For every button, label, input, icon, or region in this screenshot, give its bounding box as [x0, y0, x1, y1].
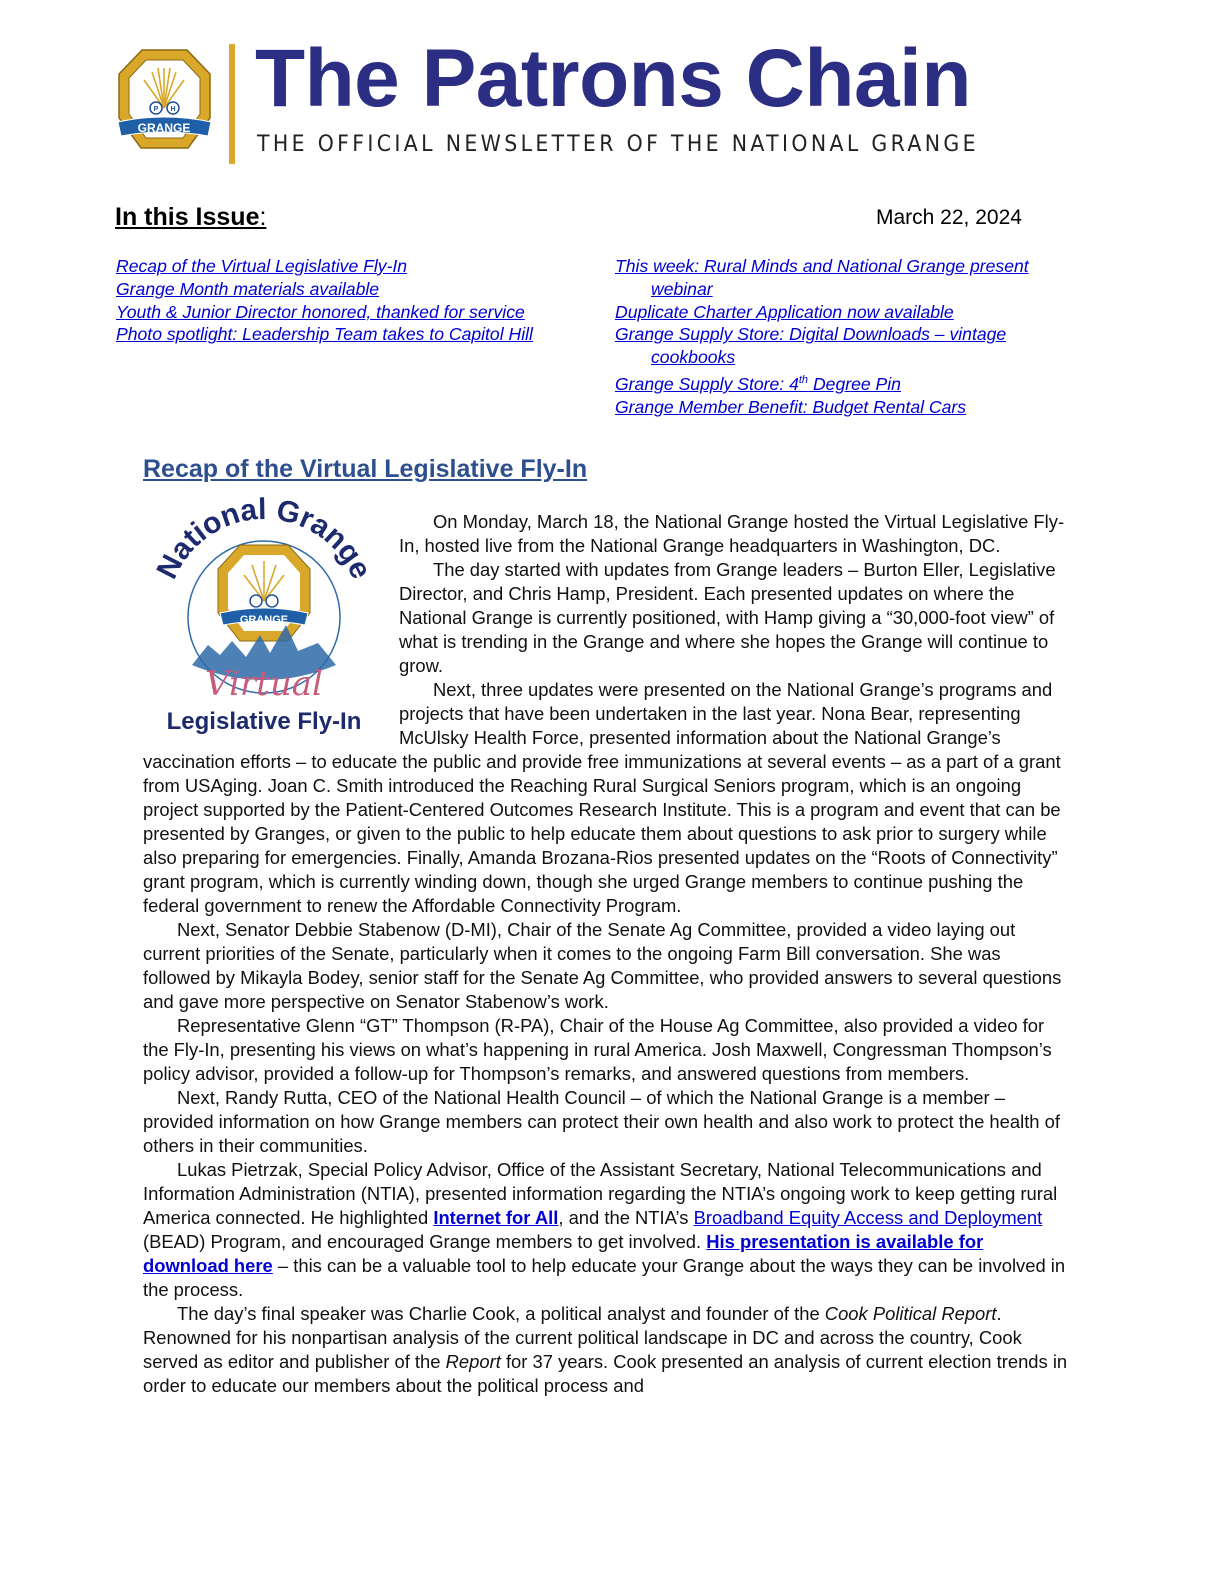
- newsletter-subtitle: THE OFFICIAL NEWSLETTER OF THE NATIONAL GRANGE: [257, 132, 979, 157]
- table-of-contents-left: [116, 255, 576, 346]
- article-paragraph: Lukas Pietrzak, Special Policy Advisor, Office of the Assistant Secretary, National Telecommunications and Information Administration (NTIA), presented information regarding the NTIA’s ongoing work to keep getting rural America connected. He highlighted Internet for All, and the NTIA’s Broadband Equity Access and Deployment (BEAD) Program, and encouraged Grange members to get involved. His presentation is available for download here – this can be a valuable tool to help educate your Grange about the ways they can be involved in the process.: [143, 1159, 1066, 1300]
- toc-link[interactable]: Duplicate Charter Application now available: [615, 301, 954, 322]
- toc-link[interactable]: Grange Supply Store: Digital Downloads – vintage cookbooks: [615, 324, 1007, 368]
- svg-text:H: H: [170, 106, 176, 113]
- article-paragraph: Next, Randy Rutta, CEO of the National Health Council – of which the National Grange is a member – provided information on how Grange members can protect their own health and also work to protect the health of others in their communities.: [143, 1087, 1060, 1156]
- svg-text:National Grange: National Grange: [150, 495, 378, 585]
- table-of-contents-right: [615, 255, 1075, 418]
- in-this-issue-heading: In this Issue:: [115, 203, 267, 231]
- toc-link[interactable]: Photo spotlight: Leadership Team takes to Capitol Hill: [116, 324, 533, 345]
- svg-text:GRANGE: GRANGE: [137, 121, 191, 135]
- article-paragraph: Representative Glenn “GT” Thompson (R-PA), Chair of the House Ag Committee, also provided a video for the Fly-In, presenting his views on what’s happening in rural America. Josh Maxwell, Congressman Thompson’s policy advisor, provided a follow-up for Thompson’s remarks, and answered questions from members.: [143, 1015, 1052, 1084]
- bead-program-link[interactable]: Broadband Equity Access and Deployment: [693, 1207, 1043, 1228]
- article-paragraph: On Monday, March 18, the National Grange hosted the Virtual Legislative Fly-In, hosted live from the National Grange headquarters in Washington, DC.: [399, 511, 1065, 556]
- toc-link[interactable]: Youth & Junior Director honored, thanked for service: [116, 301, 525, 322]
- masthead-divider: [229, 44, 235, 164]
- svg-text:GRANGE: GRANGE: [239, 614, 289, 626]
- article-paragraph: The day’s final speaker was Charlie Cook, a political analyst and founder of the Cook Political Report. Renowned for his nonpartisan analysis of the current political landscape in DC and across the country, Cook served as editor and publisher of the Report for 37 years. Cook presented an analysis of current election trends in order to educate our members about the political process and: [143, 1303, 1068, 1396]
- presentation-download-link[interactable]: His presentation is available for download here: [143, 1231, 984, 1276]
- internet-for-all-link[interactable]: Internet for All: [433, 1207, 559, 1228]
- article-paragraph: The day started with updates from Grange leaders – Burton Eller, Legislative Director, and Chris Hamp, President. Each presented updates on where the National Grange is currently positioned, with Hamp giving a “30,000-foot view” of what is trending in the Grange and where she hopes the Grange will continue to grow.: [399, 559, 1056, 676]
- article-title: Recap of the Virtual Legislative Fly-In: [143, 455, 588, 483]
- newsletter-title: The Patrons Chain: [255, 33, 971, 124]
- masthead: [112, 33, 1042, 167]
- svg-text:Virtual: Virtual: [205, 664, 323, 704]
- grange-emblem-icon: [112, 46, 217, 156]
- toc-link[interactable]: Grange Supply Store: 4th Degree Pin: [615, 373, 901, 394]
- svg-text:Legislative Fly-In: Legislative Fly-In: [166, 708, 362, 735]
- issue-date: March 22, 2024: [876, 206, 1022, 229]
- article-paragraph: Next, three updates were presented on the National Grange’s programs and projects that have been undertaken in the last year. Nona Bear, representing McUlsky Health Force, presented information about the National Grange’s vaccination efforts – to educate the public and provide free immunizations at several events – as a part of a grant from USAging. Joan C. Smith introduced the Reaching Rural Surgical Seniors program, which is an ongoing project supported by the Patient-Centered Outcomes Research Institute. This is a program and event that can be presented by Granges, or given to the public to help educate them about questions to ask prior to surgery while also preparing for emergencies. Finally, Amanda Brozana-Rios presented updates on the “Roots of Connectivity” grant program, which is currently winding down, though she urged Grange members to continue pushing the federal government to renew the Affordable Connectivity Program.: [143, 679, 1061, 916]
- toc-link[interactable]: Grange Member Benefit: Budget Rental Cars: [615, 396, 967, 417]
- article-body: [143, 510, 1068, 1398]
- article-paragraph: Next, Senator Debbie Stabenow (D-MI), Chair of the Senate Ag Committee, provided a video laying out current priorities of the Senate, particularly when it comes to the ongoing Farm Bill conversation. She was followed by Mikayla Bodey, senior staff for the Senate Ag Committee, who provided answers to several questions and gave more perspective on Senator Stabenow’s work.: [143, 919, 1062, 1012]
- toc-link[interactable]: Grange Month materials available: [116, 278, 380, 299]
- toc-link[interactable]: Recap of the Virtual Legislative Fly-In: [116, 256, 408, 276]
- toc-link[interactable]: This week: Rural Minds and National Grange present webinar: [615, 256, 1029, 299]
- svg-text:P: P: [153, 106, 159, 113]
